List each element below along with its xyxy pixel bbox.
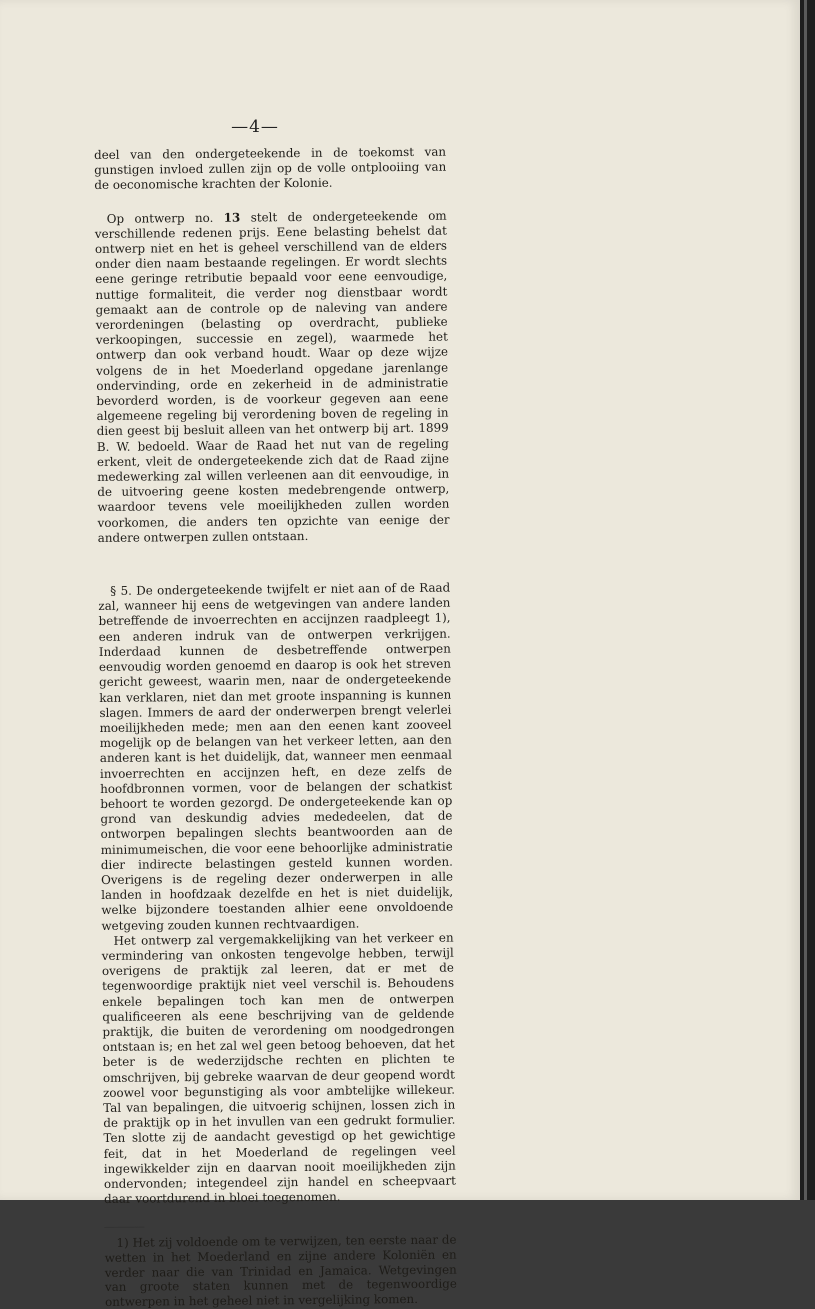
footnote: 1) Het zij voldoende om te verwijzen, ten eerste naar de wetten in het Moederland en zijne andere Koloniën en verder naar die van Trinidad en Jamaica. Wetgevingen van groote staten kunnen met de tegenwoordige ontwerpen in het geheel niet in vergelijking komen.: [104, 1232, 457, 1309]
paragraph-ontwerp-13: [95, 208, 450, 546]
body-text: [94, 145, 457, 1309]
footnote-divider: [104, 1227, 144, 1228]
paragraph-body: stelt de ondergeteekende om verschillende redenen prijs. Eene belasting behelst dat ontwerp niet en het is geheel verschillend van de elders onder dien naam bestaande regelingen. Er wordt slechts eene geringe retributie bepaald voor eene eenvoudige, nuttige formaliteit, die verder nog dienstbaar wordt gemaakt aan de controle op de naleving van andere verordeningen (belasting op overdracht, publieke verkoopingen, successie en zegel), waarmede het ontwerp dan ook verband houdt. Waar op deze wijze volgens de in het Moederland opgedane jarenlange ondervinding, orde en zekerheid in de administratie bevorderd worden, is de voorkeur gegeven aan eene algemeene regeling bij verordening boven de regeling in dien geest bij besluit alleen van het ontwerp bij art. 1899 B. W. bedoeld. Waar de Raad het nut van de regeling erkent, vleit de ondergeteekende zich dat de Raad zijne medewerking zal willen verleenen aan dit eenvoudige, in de uitvoering geene kosten medebrengende ontwerp, waardoor tevens vele moeilijkheden zullen worden voorkomen, die anders ten opzichte van eenige der andere ontwerpen zullen ontstaan.: [94, 208, 450, 545]
paragraph-ontwerp-verkeer: Het ontwerp zal vergemakkelijking van het verkeer en vermindering van onkosten tengevolge hebben, terwijl overigens de praktijk zal leeren, dat er met de tegenwoordige praktijk niet veel verschil is. Behoudens enkele bepalingen toch kan men de ontwerpen qualificeeren als eene beschrijving van de geldende praktijk, die buiten de verordening om noodgedrongen ontstaan is; en het zal wel geen betoog behoeven, dat het beter is de wederzijdsche rechten en plichten te omschrijven, bij gebreke waarvan de deur geopend wordt zoowel voor begunstiging als voor ambtelijke willekeur. Tal van bepalingen, die uitvoerig schijnen, lossen zich in de praktijk op in het invullen van een gedrukt formulier. Ten slotte zij de aandacht gevestigd op het gewichtige feit, dat in het Moederland de regelingen veel ingewikkelder zijn en daarvan nooit moeilijkheden zijn ondervonden; integendeel zijn handel en scheepvaart daar voortdurend in bloei toegenomen.: [101, 930, 456, 1207]
paragraph-prefix: Op ontwerp no.: [106, 210, 214, 226]
paragraph-section-5: § 5. De ondergeteekende twijfelt er niet aan of de Raad zal, wanneer hij eens de wetgevingen van andere landen betreffende de invoerrechten en accijnzen raadpleegt 1), een anderen indruk van de ontwerpen verkrijgen. Inderdaad kunnen de desbetreffende ontwerpen eenvoudig worden genoemd en daarop is ook het streven gericht geweest, waarin men, naar de ondergeteekende kan verklaren, niet dan met groote inspanning is kunnen slagen. Immers de aard der onderwerpen brengt velerlei moeilijkheden mede; men aan den eenen kant zooveel mogelijk op de belangen van het verkeer letten, aan den anderen kant is het duidelijk, dat, wanneer men eenmaal invoerrechten en accijnzen heft, en deze zelfs de hoofdbronnen vormen, voor de belangen der schatkist behoort te worden gezorgd. De ondergeteekende kan op grond van deskundig advies mededeelen, dat de ontworpen bepalingen slechts beantwoorden aan de minimumeischen, die voor eene behoorlijke administratie dier indirecte belastingen gesteld kunnen worden. Overigens is de regeling dezer onderwerpen in alle landen in hoofdzaak dezelfde en het is niet duidelijk, welke bijzondere toestanden alhier eene onvoldoende wetgeving zouden kunnen rechtvaardigen.: [98, 580, 454, 933]
scan-border: [800, 0, 815, 1200]
scan-edge-line: [804, 0, 807, 1200]
paragraph-continuation: deel van den ondergeteekende in de toekomst van gunstigen invloed zullen zijn op de volle ontplooiing van de oeconomische krachten der Kolonie.: [94, 144, 447, 193]
page-number: —4—: [231, 117, 279, 137]
ontwerp-number: 13: [223, 210, 241, 225]
